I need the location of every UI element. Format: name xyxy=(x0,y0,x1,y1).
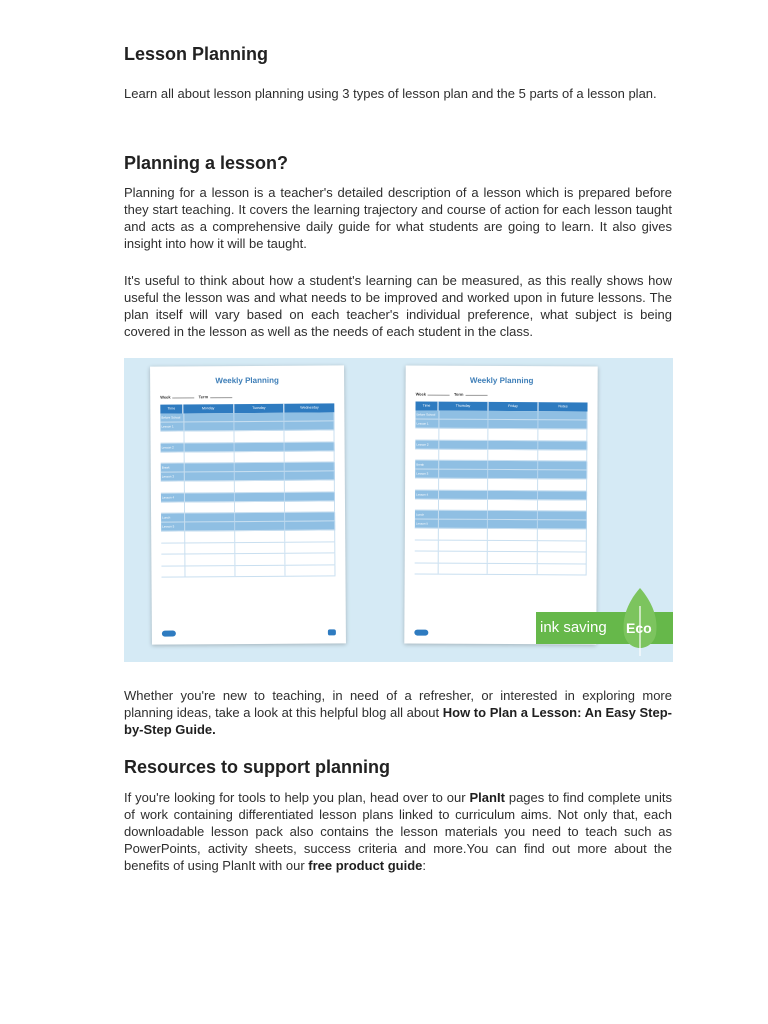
worksheet-title: Weekly Planning xyxy=(469,375,534,386)
grid-body xyxy=(160,412,335,577)
grid-cell xyxy=(537,529,586,540)
grid-cell xyxy=(538,500,587,511)
paragraph-text: : xyxy=(422,858,427,873)
grid-cell xyxy=(285,521,335,529)
grid-cell xyxy=(285,542,335,553)
planit-link[interactable]: PlanIt xyxy=(469,790,505,805)
paragraph-text: If you're looking for tools to help you plan, head over to our xyxy=(124,790,470,805)
grid-cell xyxy=(538,520,587,528)
grid-cell xyxy=(235,513,285,521)
grid-cell xyxy=(185,543,235,554)
grid-row xyxy=(415,540,587,552)
grid-column-header: Wednesday xyxy=(300,405,319,410)
grid-cell xyxy=(185,522,235,530)
grid-cell xyxy=(439,552,488,563)
grid-row xyxy=(415,529,587,541)
grid-cell xyxy=(489,429,538,440)
paragraph-text: Whether you're new to teaching, in need of a refresher, or interested in exploring more planning ideas, take a look at this helpful blog all about xyxy=(124,688,672,720)
grid-cell xyxy=(161,502,185,513)
grid-cell xyxy=(161,481,185,492)
grid-cell xyxy=(185,443,235,451)
grid-cell xyxy=(489,440,538,448)
twinkl-logo-icon xyxy=(414,630,428,636)
grid-cell xyxy=(285,501,335,512)
grid-cell xyxy=(439,520,488,528)
worksheet-monday-wednesday xyxy=(150,365,346,644)
section-heading-resources: Resources to support planning xyxy=(124,757,391,777)
grid-cell xyxy=(538,479,587,490)
grid-cell xyxy=(439,511,488,519)
grid-cell xyxy=(185,481,235,492)
grid-cell xyxy=(235,451,285,462)
worksheet-week-term: Week Term xyxy=(160,394,236,400)
grid-cell xyxy=(538,450,587,461)
grid-cell xyxy=(488,470,537,478)
grid-cell xyxy=(184,431,234,442)
grid-cell xyxy=(184,413,234,421)
grid-column-header: Monday xyxy=(183,404,234,413)
grid-cell: Break xyxy=(415,461,439,469)
grid-row xyxy=(415,449,587,461)
grid-cell xyxy=(537,564,586,575)
weekly-planning-image xyxy=(124,358,673,662)
grid-cell xyxy=(538,420,587,428)
grid-cell xyxy=(284,430,334,441)
grid-cell xyxy=(439,470,488,478)
grid-column-header: Notes xyxy=(558,404,568,409)
grid-cell xyxy=(415,540,439,551)
grid-cell: Lesson 4 xyxy=(161,493,185,501)
grid-cell xyxy=(161,531,185,542)
grid-cell xyxy=(439,490,488,498)
grid-cell xyxy=(184,422,234,430)
grid-cell: Lesson 4 xyxy=(415,490,439,498)
grid-cell xyxy=(285,451,335,462)
grid-cell xyxy=(439,529,488,540)
paragraph-measuring-learning: It's useful to think about how a student's learning can be measured, as this really shows how useful the lesson was and what needs to be improved and worked upon in future lessons. The plan itself will vary based on each teacher's individual preference, what subject is being covered in the lesson as well as the needs of each student in the class. xyxy=(124,273,672,339)
grid-cell xyxy=(488,490,537,498)
grid-cell xyxy=(235,542,285,553)
grid-cell xyxy=(235,492,285,500)
grid-cell xyxy=(538,511,587,519)
grid-cell xyxy=(538,429,587,440)
grid-cell: Lesson 2 xyxy=(161,443,185,451)
grid-cell xyxy=(235,531,285,542)
planning-grid xyxy=(160,403,335,577)
grid-cell xyxy=(284,421,334,429)
grid-cell: Break xyxy=(161,463,185,471)
grid-cell: Lesson 1 xyxy=(160,422,184,430)
grid-column-header: Time xyxy=(415,402,438,411)
grid-row xyxy=(415,499,587,511)
grid-cell: Lunch xyxy=(161,513,185,521)
grid-cell xyxy=(185,463,235,471)
grid-cell xyxy=(161,566,185,577)
grid-cell xyxy=(161,452,185,463)
grid-row xyxy=(415,552,587,564)
grid-row xyxy=(415,479,587,491)
grid-cell: Lesson 3 xyxy=(415,470,439,478)
grid-cell xyxy=(185,566,235,577)
intro-paragraph: Learn all about lesson planning using 3 types of lesson plan and the 5 parts of a lesson plan. xyxy=(124,86,657,101)
grid-cell xyxy=(285,512,335,520)
grid-body xyxy=(415,411,588,576)
grid-cell xyxy=(285,462,335,470)
eco-label: Eco xyxy=(626,620,652,636)
worksheet-title: Weekly Planning xyxy=(215,375,279,386)
planning-grid xyxy=(415,402,588,576)
grid-cell: Lesson 1 xyxy=(415,420,439,428)
grid-cell xyxy=(537,541,586,552)
grid-cell xyxy=(161,543,185,554)
section-heading-planning: Planning a lesson? xyxy=(124,153,289,173)
grid-cell: Before School xyxy=(415,411,439,419)
grid-cell xyxy=(185,531,235,542)
grid-cell xyxy=(537,552,586,563)
grid-cell xyxy=(185,452,235,463)
grid-cell xyxy=(415,499,439,510)
paragraph-planning-definition: Planning for a lesson is a teacher's detailed description of a lesson which is prepared before they start teaching. It covers the learning trajectory and course of action for each lesson taught and acts as a comprehensive daily guide for what students are going to learn. It also gives insight into how it will be taught. xyxy=(124,185,672,251)
grid-cell xyxy=(235,472,285,480)
free-product-guide-link[interactable]: free product guide xyxy=(308,858,423,873)
grid-cell xyxy=(235,463,285,471)
grid-cell xyxy=(285,553,335,564)
grid-cell xyxy=(285,442,335,450)
ink-saving-label: ink saving xyxy=(540,619,607,636)
grid-cell xyxy=(235,442,285,450)
grid-cell xyxy=(285,492,335,500)
grid-cell xyxy=(285,471,335,479)
blog-link[interactable]: How to Plan a Lesson: An Easy Step-by-Step Guide. xyxy=(124,705,672,737)
grid-cell xyxy=(439,461,488,469)
grid-cell xyxy=(185,554,235,565)
grid-column-header: Thursday xyxy=(438,402,488,411)
grid-cell: Lesson 3 xyxy=(161,472,185,480)
grid-cell xyxy=(439,479,488,490)
paragraph-text: pages to find complete units of work containing differentiated lesson plans linked to curriculum aims. Not only that, each downloadable lesson pack also contains the lesson materials you need to teach such as PowerPoints, activity sheets, success criteria and more.You can find out more about the benefits of using PlanIt with our xyxy=(124,790,672,873)
grid-cell xyxy=(538,461,587,469)
grid-cell xyxy=(185,513,235,521)
paragraph-blog-link xyxy=(124,687,672,738)
grid-cell xyxy=(439,540,488,551)
grid-cell xyxy=(488,511,537,519)
grid-cell xyxy=(439,499,488,510)
grid-cell xyxy=(439,420,488,428)
grid-cell xyxy=(234,431,284,442)
grid-cell xyxy=(415,529,439,540)
grid-row xyxy=(415,429,587,441)
page-title: Lesson Planning xyxy=(124,44,269,64)
worksheet-thursday-friday xyxy=(404,365,597,644)
grid-cell: Lesson 2 xyxy=(415,440,439,448)
grid-cell xyxy=(161,554,185,565)
grid-cell xyxy=(235,481,285,492)
grid-cell xyxy=(415,449,439,460)
grid-cell xyxy=(489,449,538,460)
twinkl-logo-icon xyxy=(162,631,176,637)
grid-row xyxy=(161,565,335,578)
grid-cell xyxy=(488,499,537,510)
grid-cell xyxy=(415,479,439,490)
grid-cell xyxy=(415,552,439,563)
grid-cell xyxy=(234,422,284,430)
grid-cell xyxy=(235,554,285,565)
grid-cell xyxy=(489,420,538,428)
grid-cell: Before School xyxy=(160,413,184,421)
grid-cell xyxy=(185,502,235,513)
grid-cell xyxy=(488,563,537,574)
grid-cell xyxy=(439,440,488,448)
grid-cell: Lesson 5 xyxy=(415,520,439,528)
grid-cell xyxy=(488,479,537,490)
grid-cell xyxy=(285,565,335,576)
grid-column-header: Tuesday xyxy=(234,404,285,413)
grid-cell xyxy=(235,501,285,512)
footer-logo-icon xyxy=(328,629,336,635)
grid-column-header: Time xyxy=(160,404,183,413)
grid-cell xyxy=(285,480,335,491)
grid-cell xyxy=(488,520,537,528)
grid-cell xyxy=(488,540,537,551)
grid-cell xyxy=(489,411,538,419)
grid-cell: Lesson 5 xyxy=(161,522,185,530)
grid-cell xyxy=(538,411,587,419)
grid-cell xyxy=(488,552,537,563)
grid-cell xyxy=(538,491,587,499)
worksheet-week-term: Week Term xyxy=(416,392,492,397)
grid-cell xyxy=(160,431,184,442)
grid-row xyxy=(415,563,587,575)
grid-cell: Lunch xyxy=(415,511,439,519)
grid-cell xyxy=(538,441,587,449)
grid-cell xyxy=(439,449,488,460)
grid-cell xyxy=(538,470,587,478)
grid-cell xyxy=(235,522,285,530)
grid-cell xyxy=(439,563,488,574)
grid-cell xyxy=(235,565,285,576)
grid-cell xyxy=(285,530,335,541)
grid-column-header: Friday xyxy=(488,402,538,411)
grid-cell xyxy=(439,411,488,419)
grid-cell xyxy=(415,429,439,440)
grid-cell xyxy=(415,563,439,574)
grid-cell xyxy=(488,529,537,540)
grid-cell xyxy=(489,461,538,469)
grid-cell xyxy=(234,413,284,421)
paragraph-resources xyxy=(124,789,672,874)
grid-cell xyxy=(284,412,334,420)
grid-cell xyxy=(439,429,488,440)
grid-cell xyxy=(185,472,235,480)
grid-cell xyxy=(185,493,235,501)
